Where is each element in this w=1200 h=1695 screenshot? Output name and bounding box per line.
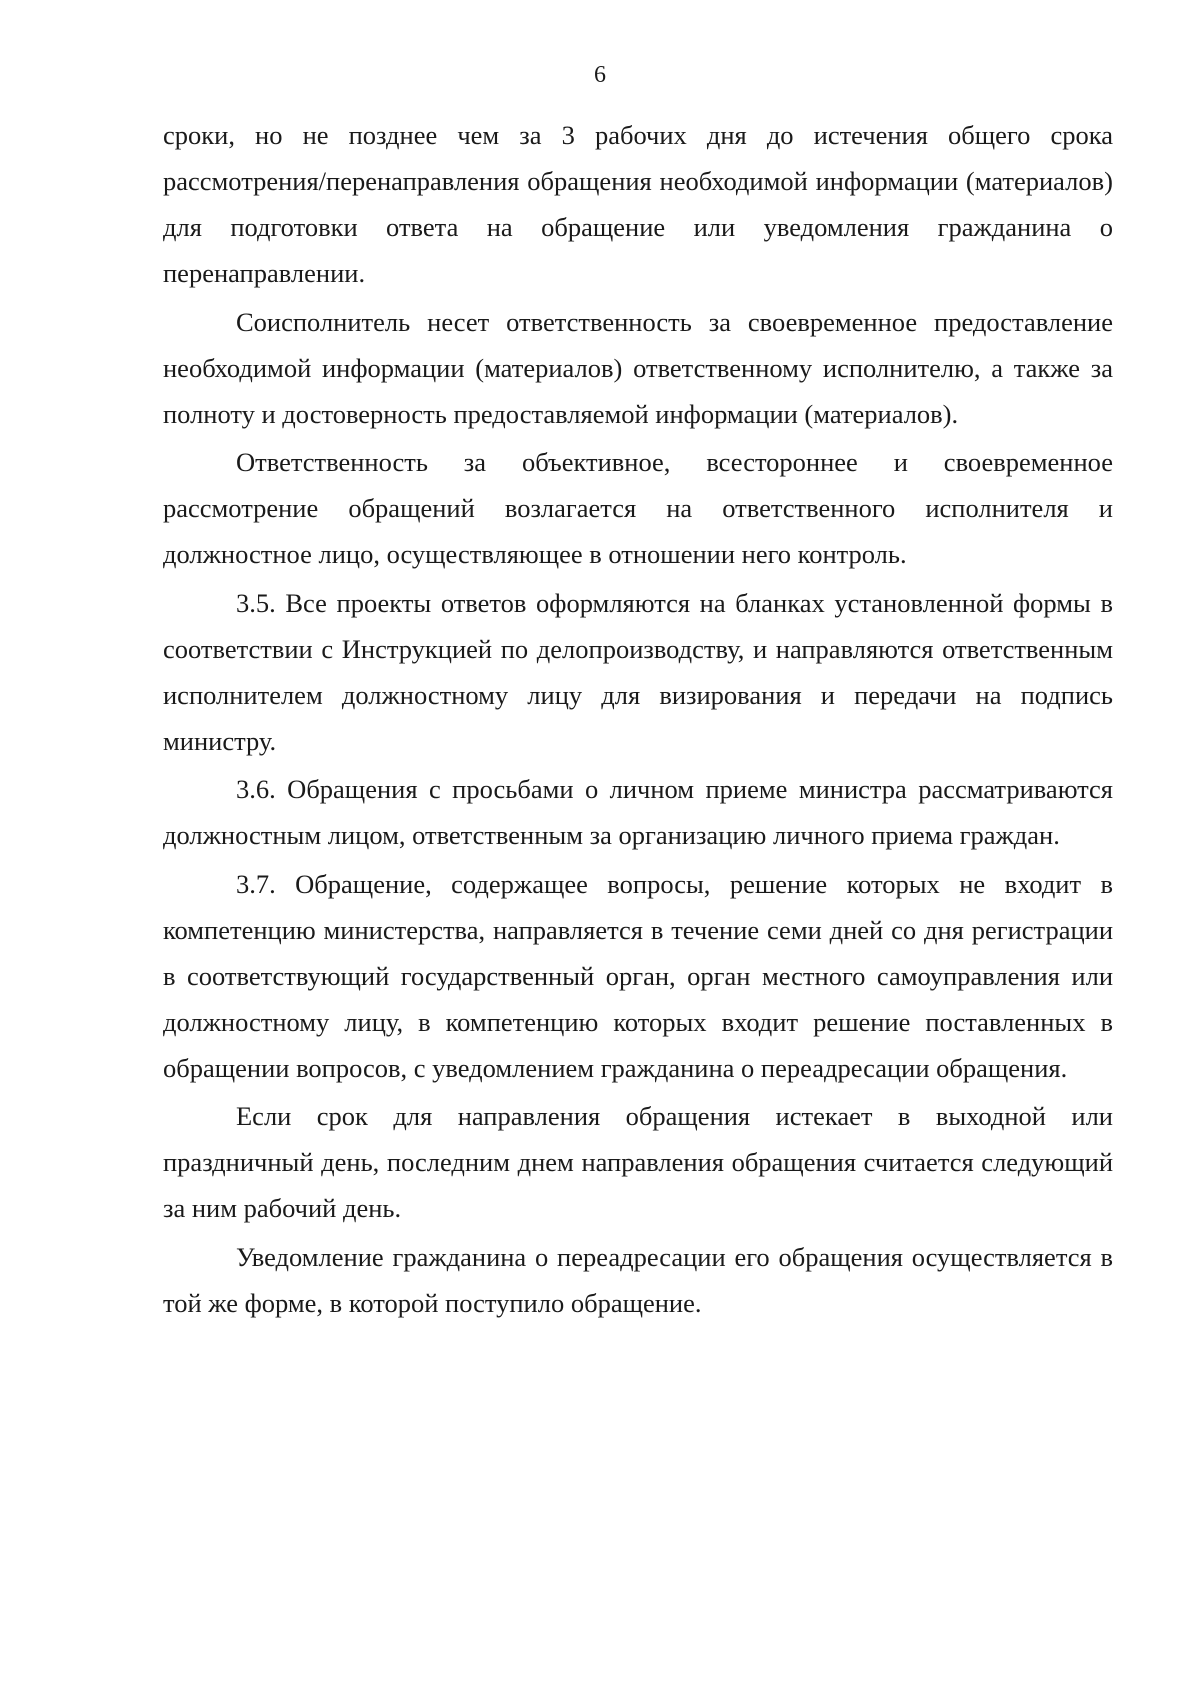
paragraph-clause-3-6: 3.6. Обращения с просьбами о личном приеме министра рассматриваются должностным лицом, ответственным за организацию личного приема граждан.	[163, 774, 1113, 850]
paragraph-deadline-holiday: Если срок для направления обращения истекает в выходной или праздничный день, последним днем направления обращения считается следующий за ним рабочий день.	[163, 1101, 1113, 1223]
paragraph-clause-3-7: 3.7. Обращение, содержащее вопросы, решение которых не входит в компетенцию министерства, направляется в течение семи дней со дня регистрации в соответствующий государственный орган, орган местного самоуправления или должностному лицу, в компетенцию которых входит решение поставленных в обращении вопросов, с уведомлением гражданина о переадресации обращения.	[163, 868, 1113, 1083]
paragraph-co-executor-responsibility: Соисполнитель несет ответственность за своевременное предоставление необходимой информации (материалов) ответственному исполнителю, а также за полноту и достоверность предоставляемой информации (материалов).	[163, 306, 1113, 429]
document-body	[163, 112, 1113, 1328]
paragraph-continuation: сроки, но не позднее чем за 3 рабочих дня до истечения общего срока рассмотрения/перенаправления обращения необходимой информации (материалов) для подготовки ответа на обращение или уведомления гражданина о перенаправлении.	[163, 120, 1113, 288]
paragraph-clause-3-5: 3.5. Все проекты ответов оформляются на бланках установленной формы в соответствии с Инструкцией по делопроизводству, и направляются ответственным исполнителем должностному лицу для визирования и передачи на подпись министру.	[163, 587, 1113, 756]
paragraph-review-responsibility: Ответственность за объективное, всестороннее и своевременное рассмотрение обращений возлагается на ответственного исполнителя и должностное лицо, осуществляющее в отношении него контроль.	[163, 447, 1113, 569]
page-number: 6	[594, 62, 606, 88]
paragraph-notification-form: Уведомление гражданина о переадресации его обращения осуществляется в той же форме, в которой поступило обращение.	[163, 1241, 1113, 1318]
